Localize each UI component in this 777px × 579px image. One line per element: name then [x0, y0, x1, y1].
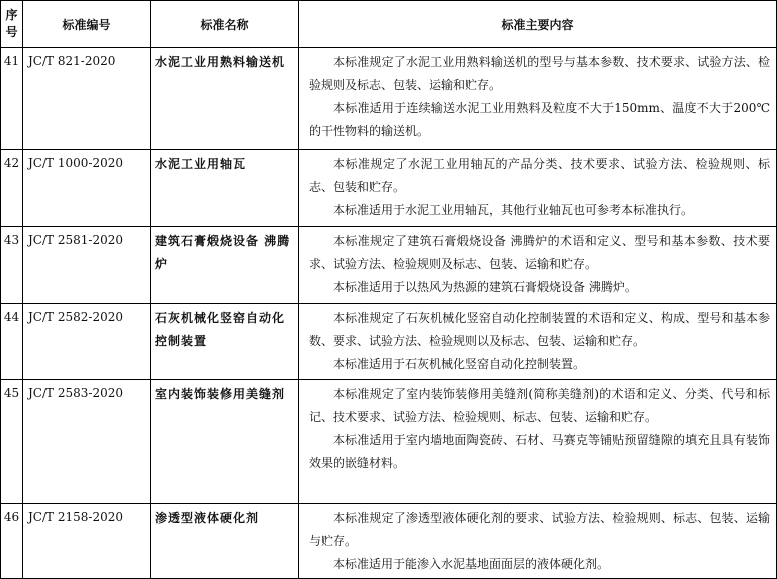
row-seq: 43: [1, 227, 23, 304]
row-name: 渗透型液体硬化剂: [151, 504, 299, 579]
content-paragraph: 本标准适用于室内墙地面陶瓷砖、石材、马赛克等铺贴预留缝隙的填充且具有装饰效果的嵌缝材料。: [309, 433, 770, 470]
row-content: [299, 380, 777, 504]
header-content: 标准主要内容: [299, 1, 777, 48]
row-seq: 44: [1, 304, 23, 380]
row-code: JC/T 2583-2020: [23, 380, 151, 504]
content-paragraph: 本标准规定了室内装饰装修用美缝剂(简称美缝剂)的术语和定义、分类、代号和标记、技术要求、试验方法、检验规则、标志、包装、运输和贮存。: [309, 387, 770, 424]
row-name: 室内装饰装修用美缝剂: [151, 380, 299, 504]
table-row: [1, 48, 777, 150]
row-name: 水泥工业用轴瓦: [151, 150, 299, 227]
table-row: [1, 150, 777, 227]
table-row: [1, 380, 777, 504]
row-code: JC/T 821-2020: [23, 48, 151, 150]
content-paragraph: 本标准规定了建筑石膏煅烧设备 沸腾炉的术语和定义、型号和基本参数、技术要求、试验方法、检验规则及标志、包装、运输和贮存。: [309, 234, 770, 271]
content-paragraph: 本标准规定了水泥工业用熟料输送机的型号与基本参数、技术要求、试验方法、检验规则及标志、包装、运输和贮存。: [309, 55, 770, 92]
table-row: [1, 227, 777, 304]
content-paragraph: 本标准适用于水泥工业用轴瓦，其他行业轴瓦也可参考本标准执行。: [333, 203, 694, 217]
header-code: 标准编号: [23, 1, 151, 48]
content-paragraph: 本标准适用于石灰机械化竖窑自动化控制装置。: [333, 357, 586, 371]
row-code: JC/T 1000-2020: [23, 150, 151, 227]
row-content: [299, 150, 777, 227]
row-content: [299, 227, 777, 304]
header-name: 标准名称: [151, 1, 299, 48]
row-seq: 46: [1, 504, 23, 579]
content-paragraph: 本标准规定了石灰机械化竖窑自动化控制装置的术语和定义、构成、型号和基本参数、要求、试验方法、检验规则以及标志、包装、运输和贮存。: [309, 311, 770, 348]
row-content: [299, 48, 777, 150]
row-code: JC/T 2158-2020: [23, 504, 151, 579]
row-code: JC/T 2581-2020: [23, 227, 151, 304]
row-seq: 42: [1, 150, 23, 227]
row-name: 水泥工业用熟料输送机: [151, 48, 299, 150]
header-row: [1, 1, 777, 48]
row-content: [299, 304, 777, 380]
row-code: JC/T 2582-2020: [23, 304, 151, 380]
row-seq: 41: [1, 48, 23, 150]
content-paragraph: 本标准适用于以热风为热源的建筑石膏煅烧设备 沸腾炉。: [333, 280, 637, 294]
content-paragraph: 本标准规定了水泥工业用轴瓦的产品分类、技术要求、试验方法、检验规则、标志、包装和贮存。: [309, 157, 770, 194]
header-seq: 序号: [1, 1, 23, 48]
row-seq: 45: [1, 380, 23, 504]
row-content: [299, 504, 777, 579]
row-name: 建筑石膏煅烧设备 沸腾炉: [151, 227, 299, 304]
content-paragraph: 本标准规定了渗透型液体硬化剂的要求、试验方法、检验规则、标志、包装、运输与贮存。: [309, 511, 770, 548]
content-paragraph: 本标准适用于能渗入水泥基地面面层的液体硬化剂。: [333, 557, 610, 571]
row-name: 石灰机械化竖窑自动化控制装置: [151, 304, 299, 380]
table-row: [1, 504, 777, 579]
content-paragraph: 本标准适用于连续输送水泥工业用熟料及粒度不大于150mm、温度不大于200℃的干性物料的输送机。: [309, 101, 770, 138]
table-row: [1, 304, 777, 380]
